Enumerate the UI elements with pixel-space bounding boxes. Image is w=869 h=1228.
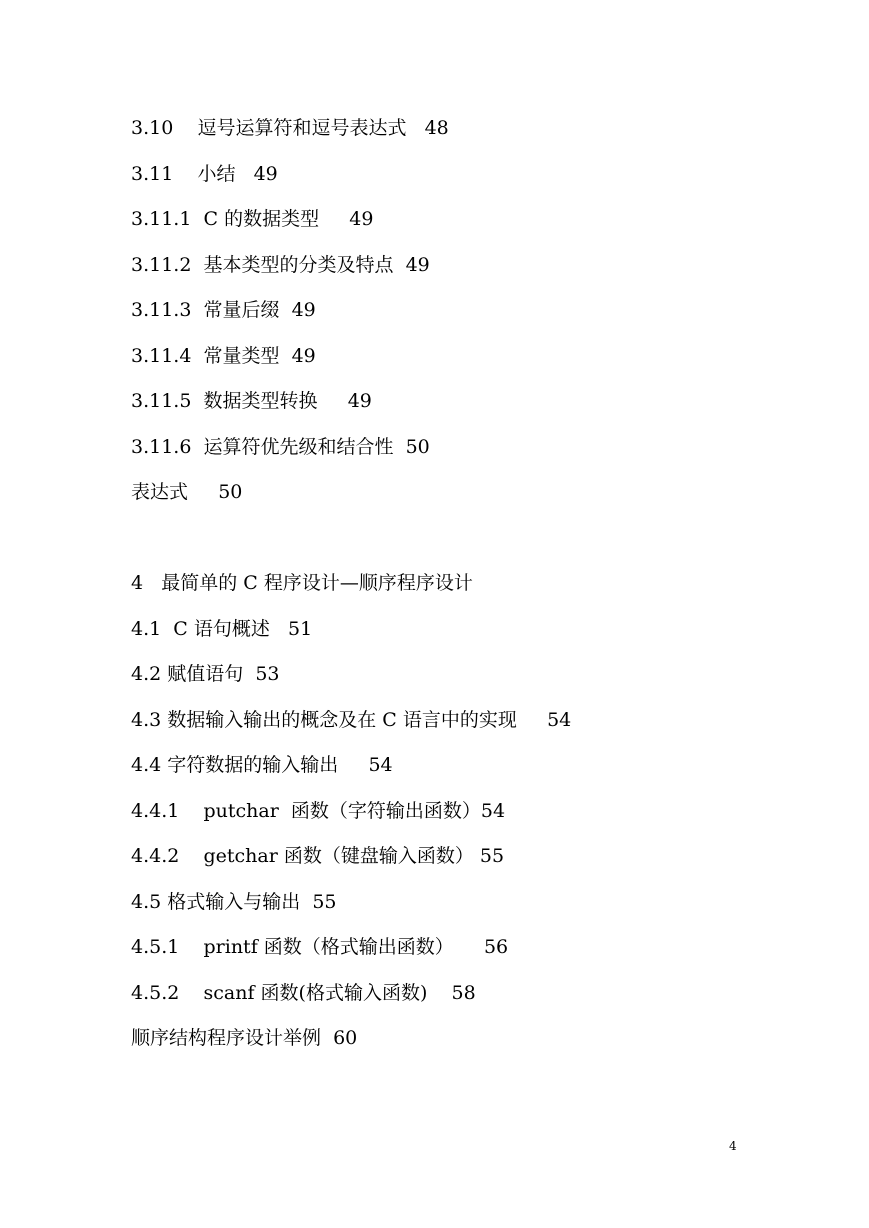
toc-entry-3-11-3: 3.11.3 常量后缀 49 — [131, 299, 316, 321]
toc-entry-expressions: 表达式 50 — [131, 481, 243, 503]
toc-entry-3-10: 3.10 逗号运算符和逗号表达式 48 — [131, 117, 449, 139]
toc-entry-3-11-2: 3.11.2 基本类型的分类及特点 49 — [131, 253, 430, 276]
toc-entry-3-11: 3.11 小结 49 — [131, 162, 278, 185]
toc-entry-3-11-1: 3.11.1 C 的数据类型 49 — [131, 208, 374, 230]
toc-entry-4-4-2: 4.4.2 getchar 函数（键盘输入函数） 55 — [131, 845, 505, 867]
toc-entry-4-5: 4.5 格式输入与输出 55 — [131, 890, 337, 913]
toc-entry-4-3: 4.3 数据输入输出的概念及在 C 语言中的实现 54 — [131, 708, 572, 731]
toc-entry-4-5-2: 4.5.2 scanf 函数(格式输入函数) 58 — [131, 981, 476, 1004]
toc-entry-4-5-1: 4.5.1 printf 函数（格式输出函数） 56 — [131, 936, 509, 958]
toc-entry-4-4-1: 4.4.1 putchar 函数（字符输出函数）54 — [131, 799, 506, 822]
toc-chapter-4-heading: 4 最简单的 C 程序设计—顺序程序设计 — [131, 572, 473, 594]
toc-entry-3-11-5: 3.11.5 数据类型转换 49 — [131, 390, 372, 412]
toc-entry-sequential-examples: 顺序结构程序设计举例 60 — [131, 1027, 358, 1049]
toc-entry-4-4: 4.4 字符数据的输入输出 54 — [131, 754, 393, 776]
toc-entry-3-11-6: 3.11.6 运算符优先级和结合性 50 — [131, 435, 430, 458]
toc-entry-4-1: 4.1 C 语句概述 51 — [131, 617, 313, 640]
toc-entry-4-2: 4.2 赋值语句 53 — [131, 663, 280, 685]
page-number: 4 — [729, 1139, 737, 1153]
toc-spacer — [131, 522, 811, 568]
table-of-contents — [131, 112, 811, 1068]
toc-entry-3-11-4: 3.11.4 常量类型 49 — [131, 344, 316, 367]
